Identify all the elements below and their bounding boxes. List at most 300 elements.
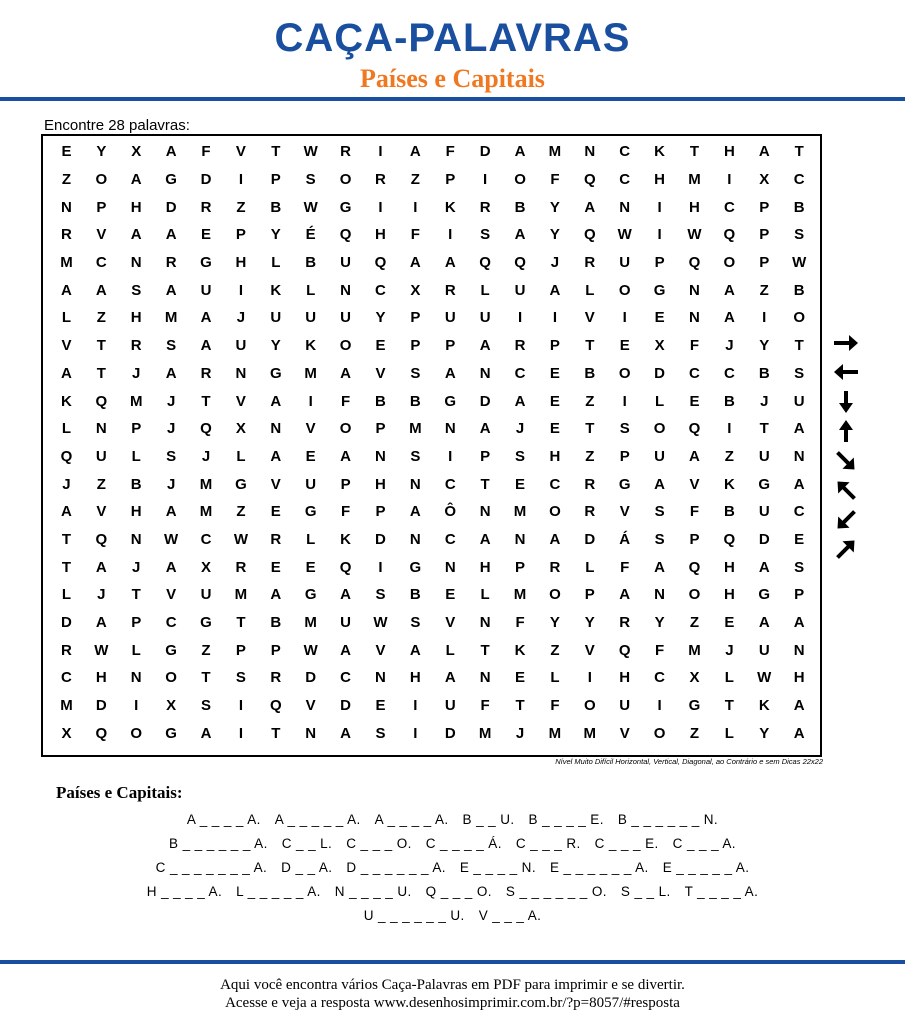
grid-cell[interactable]: N bbox=[444, 558, 456, 576]
grid-cell[interactable]: U bbox=[444, 697, 456, 715]
grid-cell[interactable]: M bbox=[688, 171, 701, 189]
grid-cell[interactable]: P bbox=[515, 558, 526, 576]
grid-cell[interactable]: U bbox=[619, 254, 631, 272]
grid-cell[interactable]: N bbox=[654, 586, 665, 604]
grid-cell[interactable]: L bbox=[306, 530, 316, 548]
grid-cell[interactable]: A bbox=[270, 447, 282, 465]
grid-cell[interactable]: A bbox=[514, 392, 526, 410]
grid-cell[interactable]: P bbox=[375, 420, 386, 438]
grid-cell[interactable]: W bbox=[373, 614, 388, 632]
grid-cell[interactable]: Q bbox=[723, 530, 736, 548]
grid-cell[interactable]: S bbox=[235, 669, 246, 687]
grid-cell[interactable]: U bbox=[444, 309, 456, 327]
grid-cell[interactable]: R bbox=[619, 614, 631, 632]
grid-cell[interactable]: O bbox=[653, 724, 666, 742]
grid-cell[interactable]: Q bbox=[618, 641, 631, 659]
grid-cell[interactable]: R bbox=[270, 669, 282, 687]
grid-cell[interactable]: K bbox=[444, 198, 456, 216]
grid-cell[interactable]: P bbox=[131, 614, 142, 632]
grid-cell[interactable]: L bbox=[550, 669, 560, 687]
grid-cell[interactable]: M bbox=[513, 503, 527, 521]
grid-cell[interactable]: N bbox=[130, 530, 142, 548]
grid-cell[interactable]: L bbox=[236, 447, 246, 465]
grid-cell[interactable]: C bbox=[61, 669, 72, 687]
grid-cell[interactable]: C bbox=[444, 530, 456, 548]
grid-cell[interactable]: K bbox=[758, 697, 770, 715]
grid-cell[interactable]: L bbox=[306, 281, 316, 299]
grid-cell[interactable]: O bbox=[618, 281, 631, 299]
grid-cell[interactable]: H bbox=[723, 558, 735, 576]
grid-cell[interactable]: S bbox=[480, 226, 491, 244]
grid-cell[interactable]: A bbox=[340, 724, 351, 742]
grid-cell[interactable]: E bbox=[305, 558, 316, 576]
grid-cell[interactable]: Q bbox=[688, 254, 701, 272]
grid-cell[interactable]: J bbox=[132, 364, 141, 382]
grid-cell[interactable]: M bbox=[60, 697, 73, 715]
grid-cell[interactable]: U bbox=[95, 447, 107, 465]
grid-cell[interactable]: L bbox=[445, 641, 455, 659]
grid-cell[interactable]: F bbox=[410, 226, 420, 244]
grid-cell[interactable]: Z bbox=[236, 198, 246, 216]
grid-cell[interactable]: K bbox=[340, 530, 351, 548]
grid-cell[interactable]: K bbox=[723, 475, 735, 493]
grid-cell[interactable]: H bbox=[235, 254, 247, 272]
grid-cell[interactable]: C bbox=[654, 669, 665, 687]
grid-cell[interactable]: A bbox=[758, 558, 770, 576]
grid-cell[interactable]: P bbox=[549, 337, 560, 355]
grid-cell[interactable]: E bbox=[445, 586, 456, 604]
grid-cell[interactable]: T bbox=[515, 697, 525, 715]
grid-cell[interactable]: G bbox=[444, 392, 457, 410]
grid-cell[interactable]: N bbox=[130, 669, 142, 687]
grid-cell[interactable]: D bbox=[200, 171, 212, 189]
grid-cell[interactable]: R bbox=[235, 558, 247, 576]
grid-cell[interactable]: U bbox=[479, 309, 491, 327]
grid-cell[interactable]: O bbox=[723, 254, 736, 272]
grid-cell[interactable]: C bbox=[549, 475, 561, 493]
grid-cell[interactable]: V bbox=[270, 475, 281, 493]
grid-cell[interactable]: L bbox=[480, 281, 490, 299]
grid-cell[interactable]: O bbox=[165, 669, 177, 687]
grid-cell[interactable]: G bbox=[618, 475, 631, 493]
grid-cell[interactable]: A bbox=[758, 614, 770, 632]
grid-cell[interactable]: A bbox=[165, 503, 177, 521]
grid-cell[interactable]: U bbox=[340, 254, 351, 272]
grid-cell[interactable]: Z bbox=[759, 281, 769, 299]
grid-cell[interactable]: Y bbox=[759, 724, 770, 742]
grid-cell[interactable]: E bbox=[305, 447, 316, 465]
grid-cell[interactable]: Y bbox=[270, 337, 281, 355]
grid-cell[interactable]: H bbox=[723, 586, 735, 604]
grid-cell[interactable]: J bbox=[760, 392, 769, 410]
grid-cell[interactable]: P bbox=[654, 254, 665, 272]
grid-cell[interactable]: Q bbox=[339, 558, 352, 576]
grid-cell[interactable]: H bbox=[689, 198, 700, 216]
grid-cell[interactable]: P bbox=[235, 641, 246, 659]
grid-cell[interactable]: Q bbox=[583, 226, 596, 244]
grid-cell[interactable]: N bbox=[375, 669, 386, 687]
grid-cell[interactable]: P bbox=[340, 475, 351, 493]
grid-cell[interactable]: O bbox=[130, 724, 143, 742]
grid-cell[interactable]: Z bbox=[410, 171, 420, 189]
grid-cell[interactable]: W bbox=[303, 641, 318, 659]
grid-cell[interactable]: G bbox=[688, 697, 701, 715]
grid-cell[interactable]: R bbox=[375, 171, 386, 189]
grid-cell[interactable]: P bbox=[270, 641, 281, 659]
grid-cell[interactable]: V bbox=[61, 337, 72, 355]
grid-cell[interactable]: P bbox=[235, 226, 246, 244]
grid-cell[interactable]: I bbox=[134, 697, 139, 715]
grid-cell[interactable]: P bbox=[480, 447, 491, 465]
grid-cell[interactable]: F bbox=[340, 392, 351, 410]
grid-cell[interactable]: A bbox=[340, 586, 351, 604]
grid-cell[interactable]: S bbox=[794, 226, 805, 244]
grid-cell[interactable]: I bbox=[413, 198, 418, 216]
grid-cell[interactable]: T bbox=[96, 364, 106, 382]
grid-cell[interactable]: M bbox=[583, 724, 597, 742]
grid-cell[interactable]: I bbox=[483, 171, 488, 189]
grid-cell[interactable]: E bbox=[515, 669, 526, 687]
grid-cell[interactable]: V bbox=[619, 503, 630, 521]
grid-cell[interactable]: D bbox=[584, 530, 596, 548]
grid-cell[interactable]: S bbox=[166, 447, 177, 465]
grid-cell[interactable]: H bbox=[375, 226, 386, 244]
grid-cell[interactable]: T bbox=[96, 337, 106, 355]
grid-cell[interactable]: G bbox=[758, 475, 771, 493]
grid-cell[interactable]: D bbox=[479, 143, 491, 161]
grid-cell[interactable]: I bbox=[448, 226, 453, 244]
grid-cell[interactable]: I bbox=[413, 697, 418, 715]
grid-cell[interactable]: H bbox=[549, 447, 561, 465]
grid-cell[interactable]: A bbox=[514, 226, 526, 244]
grid-cell[interactable]: C bbox=[200, 530, 212, 548]
grid-cell[interactable]: B bbox=[793, 198, 805, 216]
grid-cell[interactable]: D bbox=[375, 530, 386, 548]
grid-cell[interactable]: R bbox=[584, 503, 596, 521]
grid-cell[interactable]: W bbox=[164, 530, 179, 548]
grid-cell[interactable]: I bbox=[727, 420, 732, 438]
grid-cell[interactable]: A bbox=[200, 724, 212, 742]
grid-cell[interactable]: L bbox=[585, 281, 595, 299]
grid-cell[interactable]: A bbox=[340, 447, 351, 465]
grid-cell[interactable]: L bbox=[131, 447, 141, 465]
grid-cell[interactable]: D bbox=[444, 724, 456, 742]
grid-cell[interactable]: R bbox=[444, 281, 456, 299]
grid-cell[interactable]: C bbox=[619, 171, 631, 189]
grid-cell[interactable]: X bbox=[166, 697, 177, 715]
grid-cell[interactable]: E bbox=[375, 697, 386, 715]
grid-cell[interactable]: P bbox=[759, 198, 770, 216]
grid-cell[interactable]: A bbox=[95, 281, 107, 299]
grid-cell[interactable]: M bbox=[513, 586, 527, 604]
grid-cell[interactable]: U bbox=[758, 641, 770, 659]
grid-cell[interactable]: I bbox=[448, 447, 453, 465]
grid-cell[interactable]: A bbox=[340, 641, 351, 659]
grid-cell[interactable]: B bbox=[514, 198, 526, 216]
grid-cell[interactable]: D bbox=[61, 614, 72, 632]
grid-cell[interactable]: N bbox=[340, 281, 351, 299]
grid-cell[interactable]: A bbox=[165, 143, 177, 161]
grid-cell[interactable]: N bbox=[61, 198, 72, 216]
grid-cell[interactable]: G bbox=[165, 171, 177, 189]
grid-cell[interactable]: L bbox=[585, 558, 595, 576]
grid-cell[interactable]: V bbox=[584, 309, 595, 327]
grid-cell[interactable]: N bbox=[619, 198, 631, 216]
grid-cell[interactable]: K bbox=[305, 337, 317, 355]
grid-cell[interactable]: A bbox=[409, 254, 421, 272]
grid-cell[interactable]: N bbox=[409, 530, 421, 548]
grid-cell[interactable]: Y bbox=[549, 226, 560, 244]
grid-cell[interactable]: Y bbox=[584, 614, 595, 632]
grid-cell[interactable]: J bbox=[166, 420, 176, 438]
grid-cell[interactable]: V bbox=[96, 226, 107, 244]
grid-cell[interactable]: A bbox=[723, 281, 735, 299]
grid-cell[interactable]: Q bbox=[374, 254, 387, 272]
grid-cell[interactable]: M bbox=[548, 143, 562, 161]
grid-cell[interactable]: G bbox=[304, 586, 317, 604]
grid-cell[interactable]: Y bbox=[759, 337, 770, 355]
grid-cell[interactable]: B bbox=[375, 392, 386, 410]
grid-cell[interactable]: U bbox=[200, 281, 212, 299]
grid-cell[interactable]: M bbox=[164, 309, 178, 327]
grid-cell[interactable]: Z bbox=[724, 447, 734, 465]
grid-cell[interactable]: O bbox=[618, 364, 631, 382]
grid-cell[interactable]: Z bbox=[61, 171, 72, 189]
grid-cell[interactable]: A bbox=[479, 337, 491, 355]
grid-cell[interactable]: X bbox=[61, 724, 72, 742]
grid-cell[interactable]: B bbox=[793, 281, 805, 299]
grid-cell[interactable]: V bbox=[235, 143, 246, 161]
grid-cell[interactable]: Y bbox=[96, 143, 107, 161]
grid-cell[interactable]: U bbox=[305, 475, 317, 493]
grid-cell[interactable]: W bbox=[757, 669, 772, 687]
grid-cell[interactable]: L bbox=[61, 420, 72, 438]
grid-cell[interactable]: U bbox=[619, 697, 631, 715]
grid-cell[interactable]: N bbox=[444, 420, 456, 438]
grid-cell[interactable]: A bbox=[200, 309, 212, 327]
grid-cell[interactable]: A bbox=[95, 558, 107, 576]
grid-cell[interactable]: F bbox=[550, 697, 560, 715]
grid-cell[interactable]: C bbox=[95, 254, 107, 272]
grid-cell[interactable]: M bbox=[548, 724, 562, 742]
grid-cell[interactable]: U bbox=[758, 447, 770, 465]
grid-cell[interactable]: J bbox=[132, 558, 141, 576]
grid-cell[interactable]: V bbox=[689, 475, 700, 493]
grid-cell[interactable]: Á bbox=[619, 530, 631, 548]
grid-cell[interactable]: S bbox=[375, 724, 386, 742]
grid-cell[interactable]: A bbox=[479, 530, 491, 548]
grid-cell[interactable]: P bbox=[689, 530, 700, 548]
grid-cell[interactable]: N bbox=[479, 669, 491, 687]
grid-cell[interactable]: A bbox=[409, 641, 421, 659]
grid-cell[interactable]: R bbox=[61, 641, 72, 659]
grid-cell[interactable]: E bbox=[724, 614, 735, 632]
grid-cell[interactable]: K bbox=[61, 392, 72, 410]
grid-cell[interactable]: J bbox=[201, 447, 211, 465]
grid-cell[interactable]: Y bbox=[654, 614, 665, 632]
grid-cell[interactable]: A bbox=[444, 364, 456, 382]
grid-cell[interactable]: N bbox=[479, 503, 491, 521]
grid-cell[interactable]: Y bbox=[549, 198, 560, 216]
grid-cell[interactable]: E bbox=[61, 143, 72, 161]
grid-cell[interactable]: R bbox=[130, 337, 142, 355]
grid-cell[interactable]: R bbox=[61, 226, 72, 244]
grid-cell[interactable]: I bbox=[413, 724, 418, 742]
grid-cell[interactable]: A bbox=[130, 171, 142, 189]
grid-cell[interactable]: C bbox=[793, 171, 805, 189]
grid-cell[interactable]: Y bbox=[375, 309, 386, 327]
grid-cell[interactable]: J bbox=[515, 420, 525, 438]
grid-cell[interactable]: C bbox=[165, 614, 177, 632]
grid-cell[interactable]: A bbox=[793, 475, 805, 493]
grid-cell[interactable]: S bbox=[410, 447, 421, 465]
grid-cell[interactable]: E bbox=[794, 530, 805, 548]
grid-cell[interactable]: M bbox=[199, 475, 213, 493]
grid-cell[interactable]: L bbox=[724, 724, 734, 742]
grid-cell[interactable]: I bbox=[657, 198, 662, 216]
grid-cell[interactable]: C bbox=[793, 503, 805, 521]
grid-cell[interactable]: É bbox=[305, 226, 316, 244]
grid-cell[interactable]: W bbox=[687, 226, 702, 244]
grid-cell[interactable]: A bbox=[654, 475, 665, 493]
grid-cell[interactable]: I bbox=[762, 309, 767, 327]
grid-cell[interactable]: A bbox=[95, 614, 107, 632]
grid-cell[interactable]: F bbox=[201, 143, 211, 161]
grid-cell[interactable]: J bbox=[550, 254, 560, 272]
grid-cell[interactable]: P bbox=[410, 309, 421, 327]
grid-cell[interactable]: U bbox=[340, 614, 351, 632]
grid-cell[interactable]: Y bbox=[270, 226, 281, 244]
grid-cell[interactable]: K bbox=[654, 143, 665, 161]
grid-cell[interactable]: I bbox=[238, 724, 243, 742]
grid-cell[interactable]: T bbox=[61, 558, 72, 576]
grid-cell[interactable]: O bbox=[793, 309, 805, 327]
grid-cell[interactable]: Q bbox=[60, 447, 73, 465]
grid-cell[interactable]: I bbox=[727, 171, 732, 189]
grid-cell[interactable]: H bbox=[619, 669, 631, 687]
grid-cell[interactable]: C bbox=[723, 364, 735, 382]
grid-cell[interactable]: N bbox=[235, 364, 247, 382]
grid-cell[interactable]: T bbox=[201, 392, 211, 410]
grid-cell[interactable]: H bbox=[723, 143, 735, 161]
grid-cell[interactable]: O bbox=[95, 171, 108, 189]
grid-cell[interactable]: J bbox=[236, 309, 246, 327]
grid-cell[interactable]: P bbox=[584, 586, 595, 604]
grid-cell[interactable]: F bbox=[689, 503, 700, 521]
grid-cell[interactable]: A bbox=[165, 281, 177, 299]
grid-cell[interactable]: F bbox=[515, 614, 525, 632]
grid-cell[interactable]: R bbox=[200, 364, 212, 382]
grid-cell[interactable]: V bbox=[375, 364, 386, 382]
grid-cell[interactable]: R bbox=[165, 254, 177, 272]
grid-cell[interactable]: S bbox=[166, 337, 177, 355]
grid-cell[interactable]: T bbox=[480, 641, 490, 659]
grid-cell[interactable]: Z bbox=[689, 724, 700, 742]
grid-cell[interactable]: Q bbox=[95, 392, 108, 410]
grid-cell[interactable]: F bbox=[620, 558, 630, 576]
grid-cell[interactable]: B bbox=[723, 392, 735, 410]
grid-cell[interactable]: C bbox=[375, 281, 386, 299]
grid-cell[interactable]: K bbox=[270, 281, 282, 299]
grid-cell[interactable]: A bbox=[165, 226, 177, 244]
grid-cell[interactable]: D bbox=[165, 198, 177, 216]
grid-cell[interactable]: V bbox=[375, 641, 386, 659]
grid-cell[interactable]: P bbox=[794, 586, 805, 604]
grid-cell[interactable]: B bbox=[305, 254, 317, 272]
grid-cell[interactable]: G bbox=[200, 254, 212, 272]
grid-cell[interactable]: S bbox=[410, 614, 421, 632]
grid-cell[interactable]: A bbox=[619, 586, 631, 604]
grid-cell[interactable]: L bbox=[271, 254, 281, 272]
grid-cell[interactable]: P bbox=[410, 337, 421, 355]
grid-cell[interactable]: V bbox=[235, 392, 246, 410]
grid-cell[interactable]: N bbox=[479, 364, 491, 382]
grid-cell[interactable]: I bbox=[308, 392, 313, 410]
grid-cell[interactable]: Z bbox=[585, 392, 595, 410]
grid-cell[interactable]: T bbox=[61, 530, 72, 548]
grid-cell[interactable]: U bbox=[654, 447, 665, 465]
grid-cell[interactable]: S bbox=[131, 281, 142, 299]
grid-cell[interactable]: G bbox=[165, 724, 177, 742]
grid-cell[interactable]: V bbox=[96, 503, 107, 521]
grid-cell[interactable]: B bbox=[409, 392, 421, 410]
grid-cell[interactable]: X bbox=[235, 420, 246, 438]
grid-cell[interactable]: J bbox=[515, 724, 525, 742]
grid-cell[interactable]: A bbox=[130, 226, 142, 244]
grid-cell[interactable]: M bbox=[688, 641, 701, 659]
grid-cell[interactable]: S bbox=[619, 420, 630, 438]
grid-cell[interactable]: E bbox=[619, 337, 630, 355]
grid-cell[interactable]: H bbox=[130, 503, 142, 521]
grid-cell[interactable]: T bbox=[585, 420, 595, 438]
grid-cell[interactable]: G bbox=[165, 641, 177, 659]
grid-cell[interactable]: T bbox=[794, 143, 804, 161]
grid-cell[interactable]: O bbox=[549, 586, 561, 604]
grid-cell[interactable]: F bbox=[480, 697, 490, 715]
grid-cell[interactable]: U bbox=[758, 503, 770, 521]
grid-cell[interactable]: J bbox=[97, 586, 106, 604]
grid-cell[interactable]: S bbox=[654, 503, 665, 521]
grid-cell[interactable]: N bbox=[270, 420, 282, 438]
grid-cell[interactable]: S bbox=[305, 171, 316, 189]
grid-cell[interactable]: P bbox=[619, 447, 630, 465]
grid-cell[interactable]: E bbox=[549, 364, 560, 382]
grid-cell[interactable]: Ô bbox=[444, 503, 457, 521]
grid-cell[interactable]: T bbox=[131, 586, 141, 604]
grid-cell[interactable]: Q bbox=[95, 530, 108, 548]
grid-cell[interactable]: U bbox=[200, 586, 212, 604]
grid-cell[interactable]: O bbox=[549, 503, 561, 521]
grid-cell[interactable]: A bbox=[793, 697, 805, 715]
grid-cell[interactable]: P bbox=[131, 420, 142, 438]
grid-cell[interactable]: L bbox=[724, 669, 734, 687]
grid-cell[interactable]: X bbox=[131, 143, 142, 161]
grid-cell[interactable]: N bbox=[409, 475, 421, 493]
grid-cell[interactable]: M bbox=[304, 614, 317, 632]
grid-cell[interactable]: N bbox=[514, 530, 526, 548]
grid-cell[interactable]: D bbox=[479, 392, 491, 410]
grid-cell[interactable]: D bbox=[654, 364, 665, 382]
grid-cell[interactable]: T bbox=[585, 337, 595, 355]
grid-cell[interactable]: G bbox=[409, 558, 422, 576]
grid-cell[interactable]: X bbox=[759, 171, 770, 189]
grid-cell[interactable]: W bbox=[303, 143, 318, 161]
grid-cell[interactable]: A bbox=[723, 309, 735, 327]
grid-cell[interactable]: V bbox=[619, 724, 630, 742]
grid-cell[interactable]: M bbox=[60, 254, 73, 272]
grid-cell[interactable]: H bbox=[130, 198, 142, 216]
grid-cell[interactable]: P bbox=[375, 503, 386, 521]
